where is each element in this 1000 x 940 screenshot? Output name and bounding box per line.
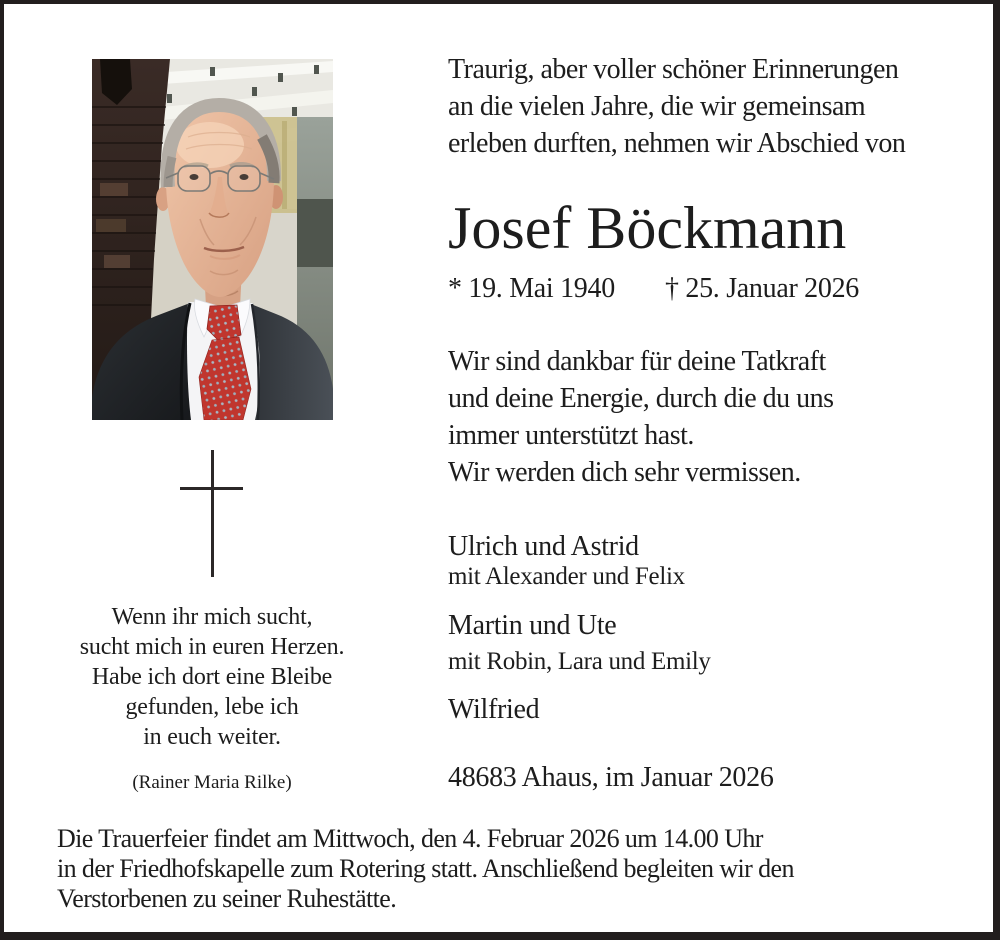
tribute-line: und deine Energie, durch die du uns bbox=[448, 383, 834, 414]
birth-date: * 19. Mai 1940 bbox=[448, 273, 615, 304]
funeral-line: Die Trauerfeier findet am Mittwoch, den 4. Februar 2026 um 14.00 Uhr bbox=[57, 824, 763, 853]
mourner-children: mit Alexander und Felix bbox=[448, 563, 685, 590]
mourner-names: Ulrich und Astrid bbox=[448, 531, 639, 562]
poem-line: sucht mich in euren Herzen. bbox=[79, 634, 345, 660]
intro-text bbox=[448, 51, 905, 162]
tribute-line: Wir werden dich sehr vermissen. bbox=[448, 457, 801, 488]
poem-line: gefunden, lebe ich bbox=[125, 694, 299, 720]
death-date: † 25. Januar 2026 bbox=[665, 273, 859, 304]
funeral-info bbox=[57, 824, 794, 914]
place-date-line: 48683 Ahaus, im Januar 2026 bbox=[448, 762, 774, 793]
poem-attribution: (Rainer Maria Rilke) bbox=[132, 772, 292, 793]
tribute-line: immer unterstützt hast. bbox=[448, 420, 694, 451]
mourner-names: Wilfried bbox=[448, 694, 540, 725]
poem-line: Wenn ihr mich sucht, bbox=[111, 604, 313, 630]
cross-horizontal-bar bbox=[180, 487, 243, 490]
memorial-poem bbox=[12, 602, 412, 752]
poem-line: in euch weiter. bbox=[143, 724, 281, 750]
deceased-name: Josef Böckmann bbox=[448, 195, 847, 261]
intro-line: an die vielen Jahre, die wir gemeinsam bbox=[448, 91, 866, 122]
intro-line: erleben durften, nehmen wir Abschied von bbox=[448, 128, 906, 159]
poem-line: Habe ich dort eine Bleibe bbox=[91, 664, 333, 690]
mourner-names: Martin und Ute bbox=[448, 610, 617, 641]
cross-vertical-bar bbox=[211, 450, 214, 577]
announcement-column bbox=[448, 0, 993, 940]
tribute-text bbox=[448, 343, 834, 491]
portrait-photo-illustration bbox=[92, 59, 333, 420]
intro-line: Traurig, aber voller schöner Erinnerungen bbox=[448, 54, 899, 85]
tribute-line: Wir sind dankbar für deine Tatkraft bbox=[448, 346, 826, 377]
funeral-line: in der Friedhofskapelle zum Rotering statt. Anschließend begleiten wir den bbox=[57, 854, 794, 883]
funeral-line: Verstorbenen zu seiner Ruhestätte. bbox=[57, 884, 397, 913]
portrait-photo bbox=[92, 59, 333, 420]
mourner-children: mit Robin, Lara und Emily bbox=[448, 648, 711, 675]
cross-icon bbox=[180, 450, 243, 577]
life-dates bbox=[448, 272, 988, 306]
